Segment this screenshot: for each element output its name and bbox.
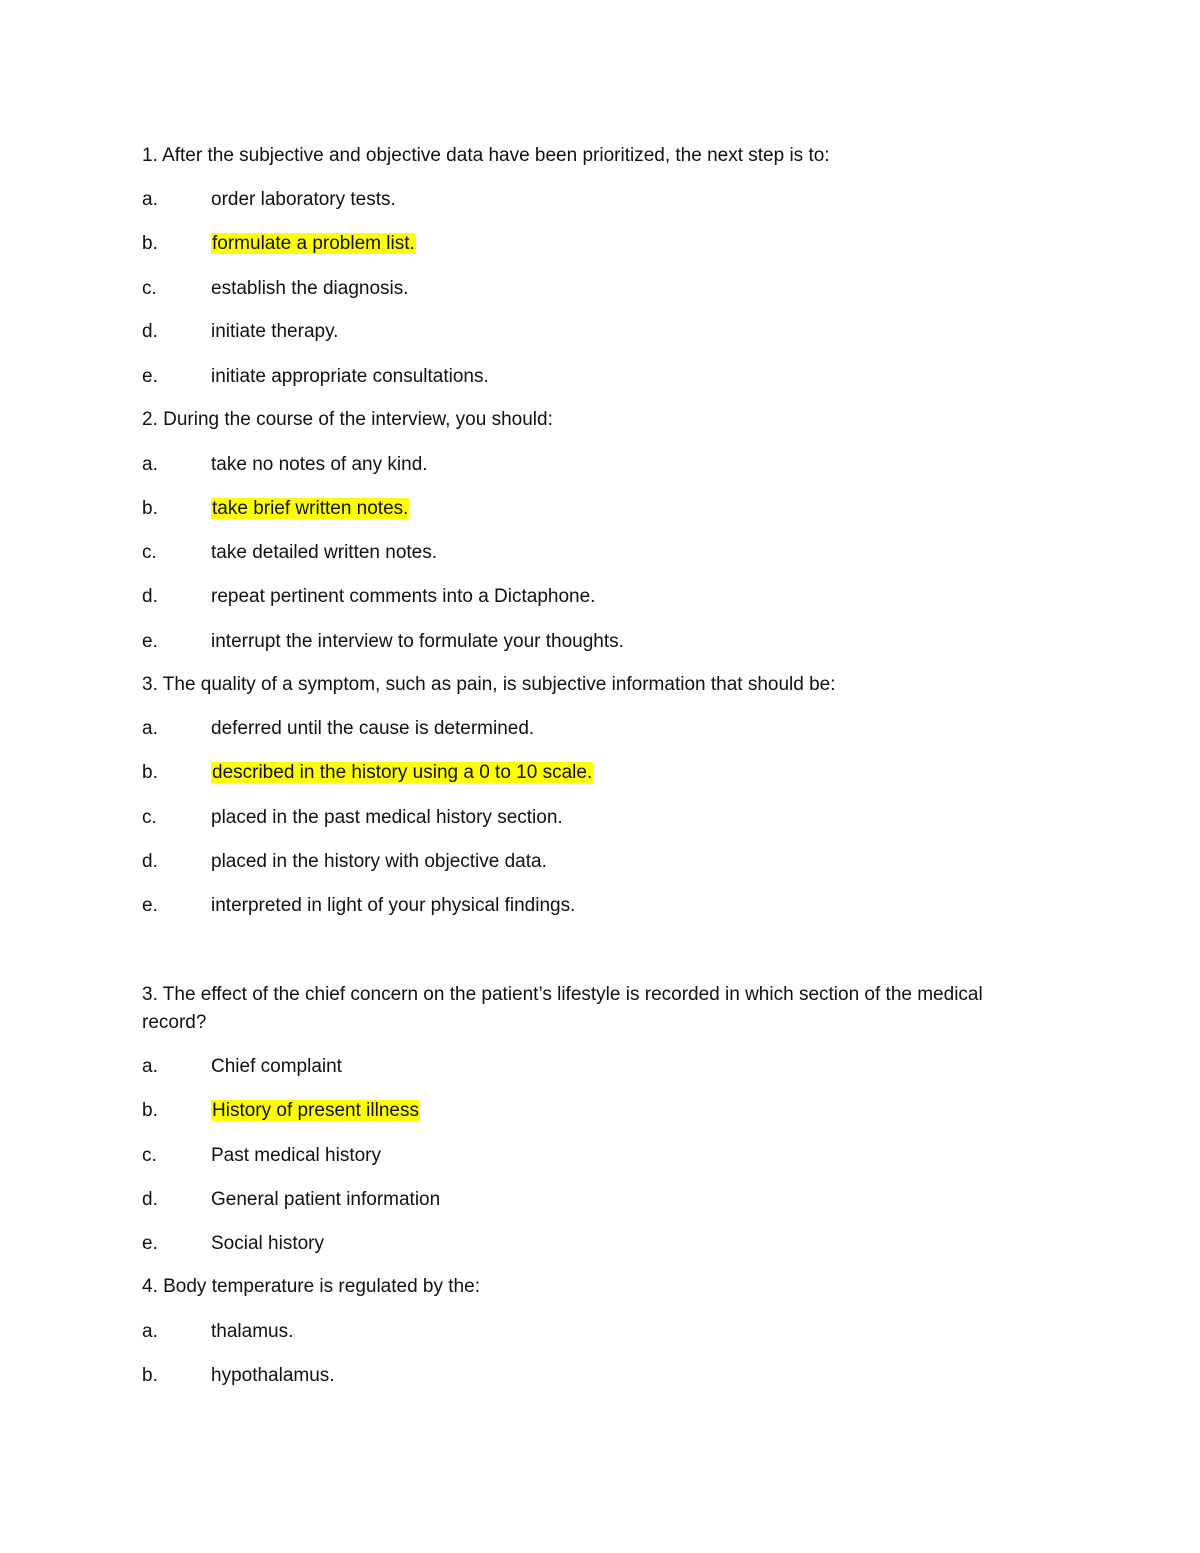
q2-option-d-text: repeat pertinent comments into a Dictaphone. (211, 586, 596, 607)
q4-option-c-text: Past medical history (211, 1145, 382, 1166)
q1-option-d-letter: d. (142, 321, 158, 342)
q1-option-b-letter: b. (142, 233, 158, 254)
q3-option-a-text: deferred until the cause is determined. (211, 718, 535, 739)
q1-option-a-letter: a. (142, 189, 158, 210)
q1-option-e-text: initiate appropriate consultations. (211, 366, 489, 387)
q4-option-d-text: General patient information (211, 1189, 441, 1210)
question-3-text: 3. The quality of a symptom, such as pain, is subjective information that should be: (142, 674, 836, 695)
q3-option-e-letter: e. (142, 895, 158, 916)
q2-option-d-letter: d. (142, 586, 158, 607)
q2-option-a-text: take no notes of any kind. (211, 454, 428, 475)
q3-option-a-letter: a. (142, 718, 158, 739)
q4-option-d-letter: d. (142, 1189, 158, 1210)
q1-option-b-text-highlighted: formulate a problem list. (212, 233, 415, 254)
q4-option-e-letter: e. (142, 1233, 158, 1254)
q5-option-a-letter: a. (142, 1321, 158, 1342)
q4-option-a-letter: a. (142, 1056, 158, 1077)
q3-option-b-letter: b. (142, 762, 158, 783)
q1-option-e-letter: e. (142, 366, 158, 387)
q4-option-b-letter: b. (142, 1100, 158, 1121)
q3-option-d-text: placed in the history with objective data. (211, 851, 547, 872)
q3-option-c-text: placed in the past medical history section. (211, 807, 563, 828)
q2-option-c-text: take detailed written notes. (211, 542, 438, 563)
question-4-text: 3. The effect of the chief concern on the patient’s lifestyle is recorded in which section of the medical record? (142, 984, 983, 1033)
question-5-text: 4. Body temperature is regulated by the: (142, 1276, 480, 1297)
q3-option-b-text-highlighted: described in the history using a 0 to 10 scale. (212, 762, 593, 783)
q2-option-b-letter: b. (142, 498, 158, 519)
q1-option-c-letter: c. (142, 278, 157, 299)
question-2-text: 2. During the course of the interview, you should: (142, 409, 553, 430)
q1-option-c-text: establish the diagnosis. (211, 278, 409, 299)
q3-option-d-letter: d. (142, 851, 158, 872)
q1-option-d-text: initiate therapy. (211, 321, 339, 342)
q3-option-e-text: interpreted in light of your physical findings. (211, 895, 576, 916)
question-1-text: 1. After the subjective and objective data have been prioritized, the next step is to: (142, 145, 830, 166)
q4-option-a-text: Chief complaint (211, 1056, 342, 1077)
q2-option-e-text: interrupt the interview to formulate your thoughts. (211, 631, 624, 652)
q2-option-c-letter: c. (142, 542, 157, 563)
q4-option-b-text-highlighted: History of present illness (212, 1100, 419, 1121)
q2-option-a-letter: a. (142, 454, 158, 475)
q4-option-c-letter: c. (142, 1145, 157, 1166)
q2-option-e-letter: e. (142, 631, 158, 652)
q4-option-e-text: Social history (211, 1233, 324, 1254)
q1-option-a-text: order laboratory tests. (211, 189, 396, 210)
q2-option-b-text-highlighted: take brief written notes. (212, 498, 409, 519)
q5-option-b-letter: b. (142, 1365, 158, 1386)
q3-option-c-letter: c. (142, 807, 157, 828)
q5-option-a-text: thalamus. (211, 1321, 294, 1342)
q5-option-b-text: hypothalamus. (211, 1365, 335, 1386)
